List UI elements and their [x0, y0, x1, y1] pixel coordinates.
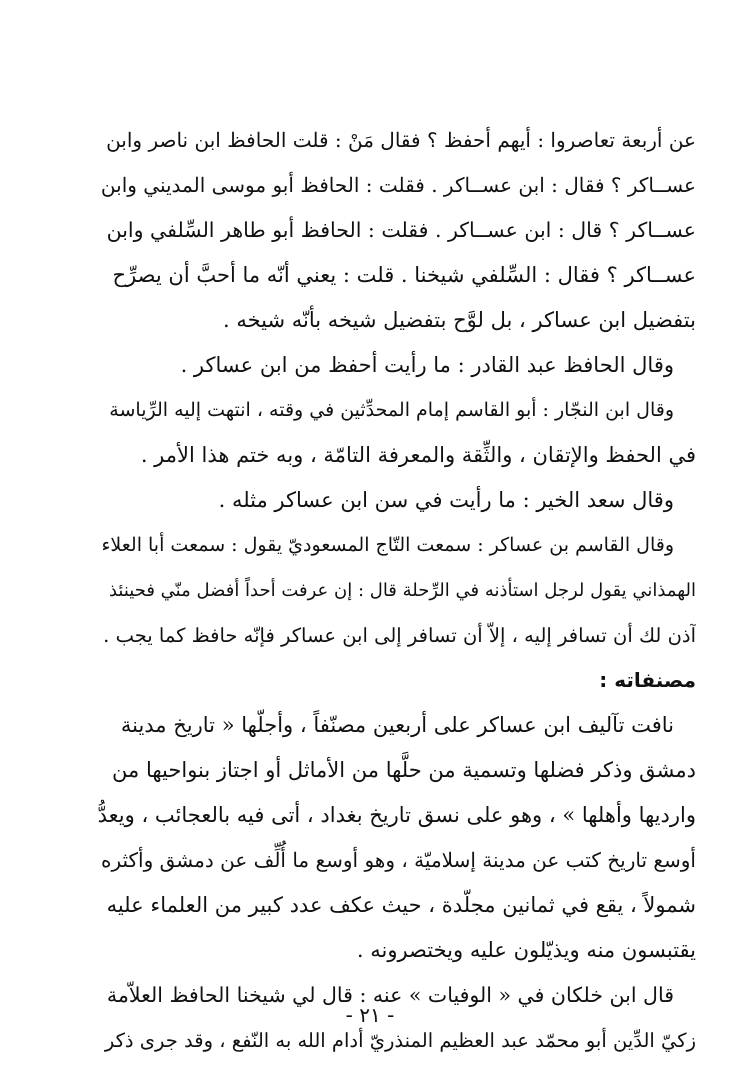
text-line: عســاكر ؟ فقال : السِّلفي شيخنا . قلت : يعني أنّه ما أحبَّ أن يصرِّح — [112, 263, 696, 287]
document-page — [96, 118, 696, 1070]
text-line: وقال سعد الخير : ما رأيت في سن ابن عساكر مثله . — [218, 488, 674, 512]
page-number: - ٢١ - — [345, 1003, 395, 1027]
text-line: وقال ابن النجّار : أبو القاسم إمام المحدِّثين في وقته ، انتهت إليه الرِّياسة — [109, 399, 674, 421]
text-line: بتفضيل ابن عساكر ، بل لوَّح بتفضيل شيخه بأنّه شيخه . — [222, 308, 696, 332]
paragraph-3 — [96, 388, 696, 478]
text-line: وقال الحافظ عبد القادر : ما رأيت أحفظ من ابن عساكر . — [180, 353, 674, 377]
section-heading: مصنفاته : — [599, 668, 696, 692]
paragraph-6 — [96, 703, 696, 973]
text-line: الهمذاني يقول لرجل استأذنه في الرِّحلة قال : إن عرفت أحداً أفضل منّي فحينئذ — [108, 580, 696, 601]
paragraph-2 — [96, 343, 696, 388]
text-line: وقال القاسم بن عساكر : سمعت التّاج المسعوديّ يقول : سمعت أبا العلاء — [101, 534, 674, 556]
text-line: عســاكر ؟ فقال : ابن عســاكر . فقلت : الحافظ أبو موسى المديني وابن — [100, 173, 696, 197]
text-line: زكيّ الدِّين أبو محمّد عبد العظيم المنذريّ أدام الله به النّفع ، وقد جرى ذكر — [104, 1029, 696, 1052]
text-line: قال ابن خلكان في « الوفيات » عنه : قال لي شيخنا الحافظ العلاّمة — [106, 983, 674, 1007]
text-line: في الحفظ والإتقان ، والثِّقة والمعرفة التامّة ، وبه ختم هذا الأمر . — [140, 443, 696, 467]
text-line: أوسع تاريخ كتب عن مدينة إسلاميّة ، وهو أوسع ما أُلِّف عن دمشق وأكثره — [100, 848, 696, 872]
text-line: دمشق وذكر فضلها وتسمية من حلَّها من الأماثل أو اجتاز بنواحيها من — [112, 758, 696, 782]
text-line: عســاكر ؟ قال : ابن عســاكر . فقلت : الحافظ أبو طاهر السِّلفي وابن — [106, 218, 696, 242]
paragraph-1 — [96, 118, 696, 343]
text-line: آذن لك أن تسافر إليه ، إلاّ أن تسافر إلى ابن عساكر فإنّه حافظ كما يجب . — [103, 624, 696, 647]
text-line: نافت تآليف ابن عساكر على أربعين مصنّفاً ، وأجلّها « تاريخ مدينة — [120, 713, 674, 737]
main-text — [96, 118, 696, 1063]
text-line: عن أربعة تعاصروا : أيهم أحفظ ؟ فقال مَنْ : قلت الحافظ ابن ناصر وابن — [106, 128, 696, 152]
paragraph-4 — [96, 478, 696, 523]
text-line: وارديها وأهلها » ، وهو على نسق تاريخ بغداد ، أتى فيه بالعجائب ، ويعدُّ — [97, 803, 696, 827]
paragraph-5 — [96, 523, 696, 658]
text-line: شمولاً ، يقع في ثمانين مجلّدة ، حيث عكف عدد كبير من العلماء عليه — [106, 893, 696, 917]
text-line: يقتبسون منه ويذيّلون عليه ويختصرونه . — [356, 938, 696, 962]
